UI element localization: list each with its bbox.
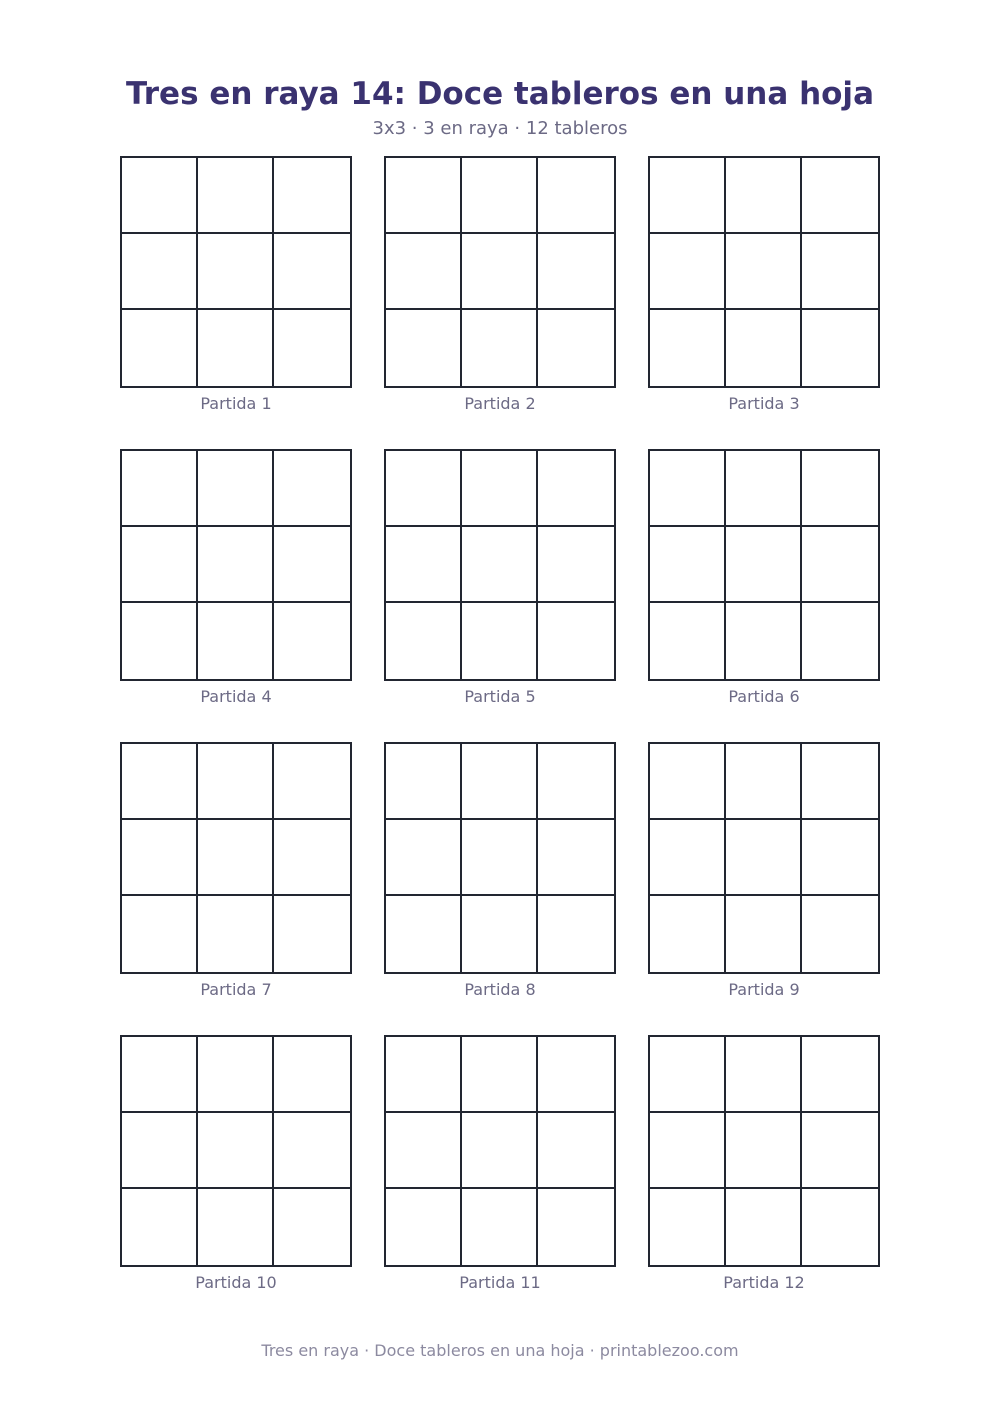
board-cell: [802, 527, 878, 603]
board-cell: [122, 744, 198, 820]
board-label: Partida 4: [200, 687, 272, 706]
board-cell: [802, 603, 878, 679]
board-grid: [384, 156, 616, 388]
board-cell: [274, 896, 350, 972]
board-cell: [386, 603, 462, 679]
board-cell: [198, 896, 274, 972]
board-cell: [802, 310, 878, 386]
board-cell: [122, 310, 198, 386]
board-cell: [122, 1189, 198, 1265]
game-board: [120, 1035, 352, 1292]
board-cell: [462, 820, 538, 896]
board-cell: [462, 1189, 538, 1265]
board-cell: [198, 234, 274, 310]
board-cell: [650, 234, 726, 310]
board-cell: [802, 158, 878, 234]
board-cell: [538, 1189, 614, 1265]
board-cell: [386, 1037, 462, 1113]
board-label: Partida 8: [464, 980, 536, 999]
game-board: [120, 742, 352, 999]
board-cell: [726, 158, 802, 234]
game-board: [384, 449, 616, 706]
board-cell: [386, 820, 462, 896]
board-grid: [120, 742, 352, 974]
board-label: Partida 7: [200, 980, 272, 999]
board-cell: [650, 1113, 726, 1189]
board-cell: [726, 310, 802, 386]
board-cell: [386, 1113, 462, 1189]
board-cell: [726, 1037, 802, 1113]
board-grid: [120, 156, 352, 388]
board-cell: [122, 603, 198, 679]
board-cell: [538, 896, 614, 972]
board-cell: [386, 1189, 462, 1265]
board-cell: [122, 1037, 198, 1113]
board-cell: [802, 1113, 878, 1189]
board-cell: [650, 158, 726, 234]
game-board: [120, 156, 352, 413]
board-label: Partida 11: [459, 1273, 541, 1292]
board-cell: [538, 744, 614, 820]
board-cell: [462, 451, 538, 527]
board-cell: [538, 310, 614, 386]
game-board: [384, 1035, 616, 1292]
board-cell: [386, 896, 462, 972]
board-cell: [274, 1189, 350, 1265]
board-cell: [274, 310, 350, 386]
board-cell: [650, 896, 726, 972]
game-board: [648, 1035, 880, 1292]
board-cell: [650, 310, 726, 386]
board-cell: [122, 158, 198, 234]
board-cell: [198, 1189, 274, 1265]
board-cell: [462, 744, 538, 820]
board-cell: [462, 527, 538, 603]
board-cell: [274, 1037, 350, 1113]
game-board: [648, 742, 880, 999]
board-cell: [650, 1037, 726, 1113]
board-cell: [650, 744, 726, 820]
board-grid: [648, 449, 880, 681]
board-label: Partida 10: [195, 1273, 277, 1292]
board-label: Partida 2: [464, 394, 536, 413]
board-cell: [386, 158, 462, 234]
board-cell: [198, 603, 274, 679]
board-cell: [650, 820, 726, 896]
board-cell: [726, 820, 802, 896]
board-cell: [726, 1189, 802, 1265]
board-cell: [538, 451, 614, 527]
board-cell: [274, 527, 350, 603]
game-board: [384, 156, 616, 413]
board-cell: [802, 744, 878, 820]
board-cell: [650, 527, 726, 603]
board-cell: [122, 527, 198, 603]
board-cell: [198, 820, 274, 896]
board-label: Partida 12: [723, 1273, 805, 1292]
board-grid: [648, 742, 880, 974]
board-cell: [274, 234, 350, 310]
board-cell: [726, 744, 802, 820]
board-cell: [274, 1113, 350, 1189]
board-grid: [384, 1035, 616, 1267]
board-cell: [274, 820, 350, 896]
board-cell: [122, 234, 198, 310]
board-cell: [538, 158, 614, 234]
board-cell: [726, 896, 802, 972]
board-cell: [462, 1113, 538, 1189]
board-grid: [120, 449, 352, 681]
board-cell: [122, 451, 198, 527]
board-grid: [384, 742, 616, 974]
board-grid: [648, 156, 880, 388]
board-cell: [198, 1037, 274, 1113]
board-cell: [122, 896, 198, 972]
board-cell: [650, 603, 726, 679]
board-cell: [650, 1189, 726, 1265]
board-cell: [198, 1113, 274, 1189]
page-subtitle: 3x3 · 3 en raya · 12 tableros: [372, 118, 628, 139]
page-title: Tres en raya 14: Doce tableros en una hoja: [126, 76, 874, 112]
board-cell: [802, 234, 878, 310]
board-cell: [726, 234, 802, 310]
game-board: [120, 449, 352, 706]
board-grid: [120, 1035, 352, 1267]
board-cell: [198, 158, 274, 234]
board-cell: [122, 820, 198, 896]
board-cell: [386, 744, 462, 820]
board-cell: [462, 603, 538, 679]
board-cell: [122, 1113, 198, 1189]
board-cell: [538, 603, 614, 679]
board-cell: [538, 1113, 614, 1189]
board-cell: [538, 820, 614, 896]
board-cell: [274, 603, 350, 679]
board-cell: [802, 896, 878, 972]
board-cell: [462, 896, 538, 972]
board-label: Partida 3: [728, 394, 800, 413]
board-cell: [802, 820, 878, 896]
board-cell: [274, 744, 350, 820]
board-cell: [726, 527, 802, 603]
board-cell: [538, 234, 614, 310]
board-cell: [198, 744, 274, 820]
board-cell: [802, 1037, 878, 1113]
game-board: [648, 449, 880, 706]
board-cell: [726, 451, 802, 527]
page-footer: Tres en raya · Doce tableros en una hoja · printablezoo.com: [261, 1341, 739, 1360]
board-cell: [386, 451, 462, 527]
board-cell: [462, 310, 538, 386]
board-cell: [198, 527, 274, 603]
board-grid: [384, 449, 616, 681]
board-cell: [726, 603, 802, 679]
board-cell: [386, 527, 462, 603]
game-board: [384, 742, 616, 999]
board-cell: [198, 310, 274, 386]
board-cell: [274, 158, 350, 234]
board-cell: [538, 1037, 614, 1113]
board-label: Partida 6: [728, 687, 800, 706]
game-board: [648, 156, 880, 413]
board-cell: [198, 451, 274, 527]
board-cell: [274, 451, 350, 527]
board-cell: [802, 451, 878, 527]
board-label: Partida 5: [464, 687, 536, 706]
board-cell: [462, 234, 538, 310]
board-cell: [802, 1189, 878, 1265]
board-cell: [650, 451, 726, 527]
board-label: Partida 9: [728, 980, 800, 999]
board-cell: [538, 527, 614, 603]
board-grid: [648, 1035, 880, 1267]
board-label: Partida 1: [200, 394, 272, 413]
board-cell: [386, 310, 462, 386]
board-cell: [726, 1113, 802, 1189]
board-cell: [462, 158, 538, 234]
board-cell: [386, 234, 462, 310]
board-cell: [462, 1037, 538, 1113]
